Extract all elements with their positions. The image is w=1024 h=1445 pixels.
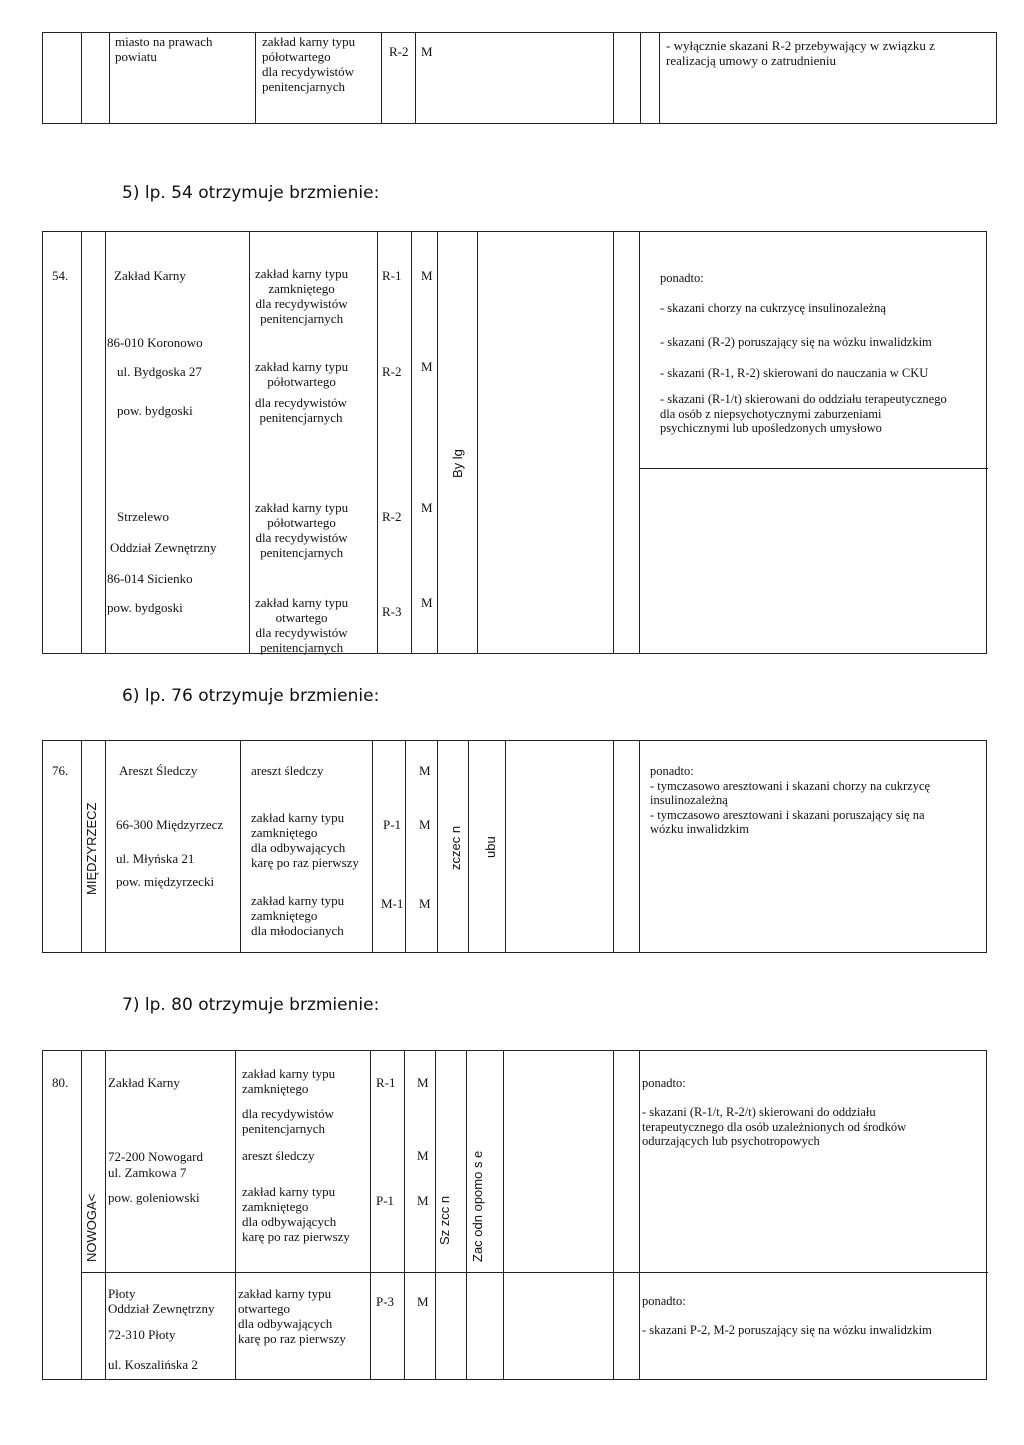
sub-facility-type-1: zakład karny typu półotwartego dla recydywistów penitencjarnych — [255, 500, 349, 560]
district-label-vertical-2: Zac odn opomo s e — [470, 1150, 485, 1262]
amendment-heading-6: 6) lp. 76 otrzymuje brzmienie: — [122, 686, 380, 706]
lp-number: 76. — [52, 763, 69, 778]
unit-county: pow. bydgoski — [117, 403, 193, 418]
sub-sex-2: M — [421, 595, 433, 610]
sex-2: M — [417, 1193, 429, 1208]
sex-0: M — [417, 1148, 429, 1163]
code-2: M-1 — [381, 896, 404, 911]
sub-unit-name: Płoty Oddział Zewnętrzny — [108, 1286, 215, 1316]
notes-cell: - wyłącznie skazani R-2 przebywający w związku z realizacją umowy o zatrudnieniu — [666, 38, 935, 68]
notes-cell: ponadto: - skazani (R-1/t, R-2/t) skierowani do oddziału terapeutycznego dla osób uzależnionych od środków odurzających lub psychotropowych — [642, 1076, 907, 1148]
notes-intro: ponadto: — [660, 271, 704, 285]
sex-1: M — [421, 268, 433, 283]
region-label-vertical: MIĘDZYRZECZ — [84, 802, 99, 895]
unit-name: Zakład Karny — [108, 1075, 180, 1090]
notes-item-1: - skazani chorzy na cukrzycę insulinozależną — [660, 301, 886, 315]
sub-sex: M — [417, 1294, 429, 1309]
facility-type-0: areszt śledczy — [242, 1148, 315, 1163]
facility-type-1b: dla recydywistów penitencjarnych — [242, 1106, 335, 1136]
facility-type-2: zakład karny typu półotwartego — [255, 359, 349, 389]
facility-type-2b: dla recydywistów penitencjarnych — [255, 395, 348, 425]
sub-unit-dept: Oddział Zewnętrzny — [110, 540, 217, 555]
unit-postal: 66-300 Międzyrzecz — [116, 817, 224, 832]
amendment-heading-7: 7) lp. 80 otrzymuje brzmienie: — [122, 995, 380, 1015]
sex-1: M — [417, 1075, 429, 1090]
sub-code-1: R-2 — [382, 509, 402, 524]
sub-code-2: R-3 — [382, 604, 402, 619]
location-cell: miasto na prawach powiatu — [115, 34, 213, 64]
region-label-vertical: NOWOGA< — [84, 1193, 99, 1262]
notes-item-2: - skazani (R-2) poruszający się na wózku inwalidzkim — [660, 335, 932, 349]
unit-county: pow. międzyrzecki — [116, 874, 215, 889]
table-lp-54 — [42, 231, 987, 654]
sub-sex-1: M — [421, 500, 433, 515]
district-label-vertical: By lg — [450, 449, 465, 478]
unit-postal: 72-200 Nowogard — [108, 1149, 203, 1164]
district-label-vertical-1: zczec n — [448, 825, 463, 870]
sex-1: M — [419, 817, 431, 832]
district-label-vertical-2: ubu — [483, 836, 498, 858]
unit-name: Areszt Śledczy — [119, 763, 198, 778]
facility-type-cell: zakład karny typu półotwartego dla recydywistów penitencjarnych — [262, 34, 356, 94]
sub-facility-type: zakład karny typu otwartego dla odbywających karę po raz pierwszy — [238, 1286, 346, 1346]
sub-unit-street: ul. Koszalińska 2 — [108, 1357, 198, 1372]
lp-number: 54. — [52, 268, 69, 283]
facility-type-2: zakład karny typu zamkniętego dla młodocianych — [251, 893, 345, 938]
code-1: R-1 — [382, 268, 402, 283]
notes-item-4: - skazani (R-1/t) skierowani do oddziału terapeutycznego dla osób z niepsychotycznymi zaburzeniami psychicznymi lub upośledzonych umysłowo — [660, 392, 947, 435]
unit-street: ul. Zamkowa 7 — [108, 1165, 187, 1180]
sub-facility-type-2: zakład karny typu otwartego dla recydywistów penitencjarnych — [255, 595, 349, 655]
sex-2: M — [419, 896, 431, 911]
unit-county: pow. goleniowski — [108, 1190, 200, 1205]
sub-notes-cell: ponadto: - skazani P-2, M-2 poruszający się na wózku inwalidzkim — [642, 1294, 932, 1337]
code-2: P-1 — [376, 1193, 395, 1208]
code-1: R-1 — [376, 1075, 396, 1090]
unit-street: ul. Młyńska 21 — [116, 851, 195, 866]
sex-2: M — [421, 359, 433, 374]
facility-type-1: zakład karny typu zamkniętego dla odbywających karę po raz pierwszy — [251, 810, 359, 870]
sub-unit-name: Strzelewo — [117, 509, 169, 524]
sub-unit-county: pow. bydgoski — [107, 600, 183, 615]
code-cell: R-2 — [389, 44, 409, 59]
amendment-heading-5: 5) lp. 54 otrzymuje brzmienie: — [122, 183, 380, 203]
district-label-vertical-1: Sz zcc n — [437, 1195, 452, 1245]
facility-type-1: zakład karny typu zamkniętego — [242, 1066, 336, 1096]
facility-type-0: areszt śledczy — [251, 763, 324, 778]
code-1: P-1 — [383, 817, 402, 832]
sex-0: M — [419, 763, 431, 778]
sub-unit-postal: 72-310 Płoty — [108, 1327, 176, 1342]
sex-cell: M — [421, 44, 433, 59]
code-2: R-2 — [382, 364, 402, 379]
sub-code: P-3 — [376, 1294, 395, 1309]
unit-postal: 86-010 Koronowo — [107, 335, 203, 350]
lp-number: 80. — [52, 1075, 69, 1090]
facility-type-2: zakład karny typu zamkniętego dla odbywających karę po raz pierwszy — [242, 1184, 350, 1244]
sub-unit-postal: 86-014 Sicienko — [107, 571, 193, 586]
notes-cell: ponadto: - tymczasowo aresztowani i skazani chorzy na cukrzycę insulinozależną - tymczasowo aresztowani i skazani poruszający się na wózku inwalidzkim — [650, 764, 931, 836]
unit-street: ul. Bydgoska 27 — [117, 364, 202, 379]
unit-name: Zakład Karny — [114, 268, 186, 283]
facility-type-1: zakład karny typu zamkniętego dla recydywistów penitencjarnych — [255, 266, 349, 326]
notes-item-3: - skazani (R-1, R-2) skierowani do nauczania w CKU — [660, 366, 929, 380]
